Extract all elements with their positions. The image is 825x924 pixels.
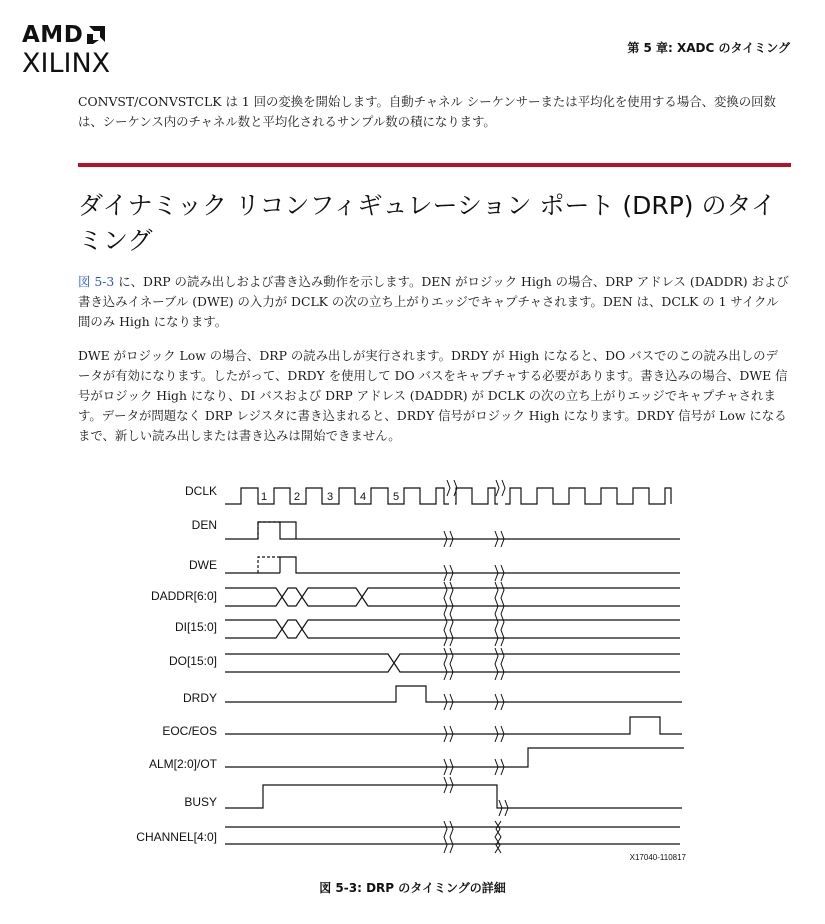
drp-timing-diagram (110, 470, 710, 868)
signal-label-channel: CHANNEL[4:0] (136, 830, 217, 844)
waveform-dwe (225, 557, 680, 581)
section-title: ダイナミック リコンフィギュレーション ポート (DRP) のタイミング (78, 191, 776, 255)
signal-label-dwe: DWE (189, 558, 217, 572)
signal-label-drdy: DRDY (182, 691, 217, 705)
waveform-do (225, 648, 680, 680)
waveform-alm-ot (225, 748, 684, 775)
signal-label-do: DO[15:0] (168, 654, 217, 668)
signal-label-alm-ot: ALM[2:0]/OT (148, 757, 217, 771)
chapter-header: 第 5 章: XADC のタイミング (627, 41, 790, 55)
signal-label-di: DI[15:0] (174, 620, 217, 634)
signal-label-daddr: DADDR[6:0] (150, 589, 217, 603)
cycle-number-3: 3 (326, 491, 334, 503)
waveform-daddr (225, 582, 680, 614)
figure-link[interactable]: 図 5-3 (78, 274, 115, 289)
amd-xilinx-logo (22, 20, 132, 82)
signal-label-eoc-eos: EOC/EOS (162, 724, 217, 738)
figure-caption: 図 5-3: DRP のタイミングの詳細 (319, 881, 506, 895)
cycle-number-5: 5 (392, 491, 400, 503)
paragraph-drp-text: に、DRP の読み出しおよび書き込み動作を示します。DEN がロジック High の場合、DRP アドレス (DADDR) および書き込みイネーブル (DWE) の入力が DCLK の次の立ち上がりエッジでキャプチャされます。DEN は、DCLK の 1 サイクル間のみ High になります。 (78, 274, 789, 329)
signal-label-busy: BUSY (184, 795, 217, 809)
signal-label-dclk: DCLK (184, 484, 217, 498)
brand-amd: AMD (22, 22, 84, 48)
waveform-den (225, 522, 680, 547)
section-rule (78, 163, 791, 167)
brand-xilinx: XILINX (22, 48, 111, 79)
signal-label-den: DEN (191, 518, 217, 532)
figure-id: X17040-110817 (629, 853, 686, 862)
waveform-channel (225, 821, 680, 853)
paragraph-drp-read-write (78, 272, 790, 332)
waveform-di (225, 614, 680, 646)
intro-paragraph: CONVST/CONVSTCLK は 1 回の変換を開始します。自動チャネル シーケンサーまたは平均化を使用する場合、変換の回数は、シーケンス内のチャネル数と平均化されるサンプル数の積になります。 (78, 94, 776, 129)
cycle-number-1: 1 (260, 491, 268, 503)
cycle-number-4: 4 (359, 491, 367, 503)
paragraph-dwe-drdy: DWE がロジック Low の場合、DRP の読み出しが実行されます。DRDY が High になると、DO バスでのこの読み出しのデータが有効になります。したがって、DRDY を使用して DO バスをキャプチャする必要があります。書き込みの場合、DWE 信号がロジック High になり、DI バスおよび DRP アドレス (DADDR) が DCLK の次の立ち上がりエッジでキャプチャされます。データが問題なく DRP レジスタに書き込まれると、DRDY 信号がロジック High になります。DRDY 信号が Low になるまで、新しい読み出しまたは書き込みは開始できません。 (78, 348, 788, 443)
waveform-drdy (225, 686, 682, 710)
cycle-number-2: 2 (293, 491, 301, 503)
waveform-busy (225, 777, 682, 816)
waveform-dclk (225, 480, 671, 504)
waveform-eoc-eos (225, 717, 682, 742)
amd-arrow-icon (86, 25, 106, 45)
